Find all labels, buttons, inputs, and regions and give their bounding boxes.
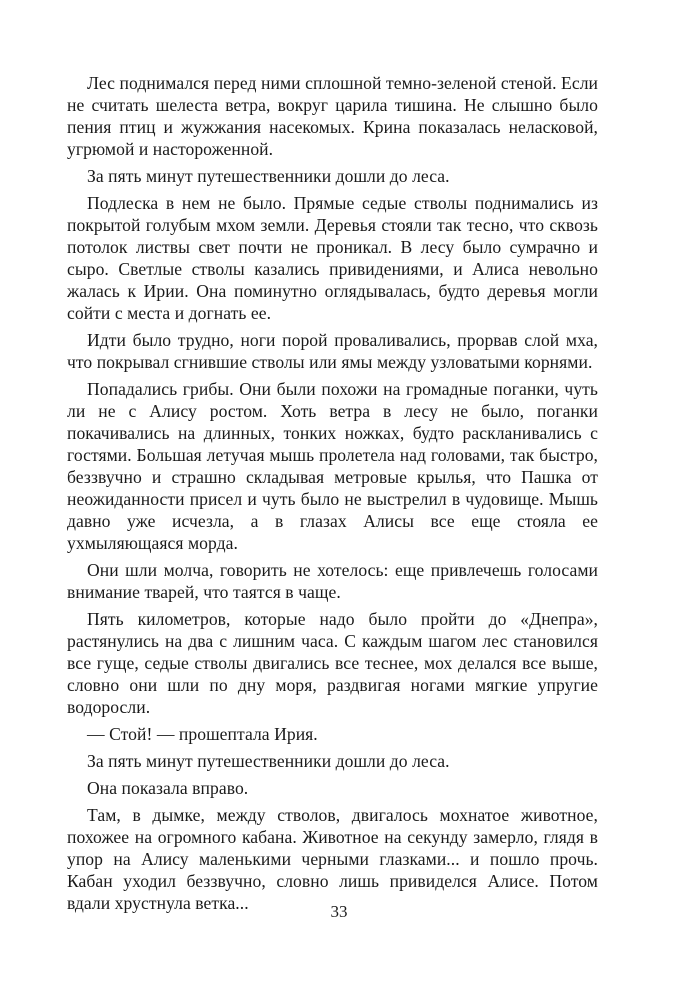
- paragraph-2: За пять минут путешественники дошли до леса.: [87, 166, 450, 186]
- paragraph-10: Она показала вправо.: [87, 778, 249, 798]
- paragraph-4: Идти было трудно, ноги порой проваливались, прорвав слой мха, что покрывал сгнившие стволы или ямы между узловатыми корнями.: [67, 330, 598, 372]
- paragraph-1: Лес поднимался перед ними сплошной темно-зеленой стеной. Если не считать шелеста ветра, вокруг царила тишина. Не слышно было пения птиц и жужжания насекомых. Крина показалась неласковой, угрюмой и настороженной.: [67, 73, 598, 159]
- body-text: [67, 72, 598, 919]
- page-number: 33: [330, 902, 348, 921]
- paragraph-8: — Стой! — прошептала Ирия.: [87, 724, 318, 744]
- paragraph-9: За пять минут путешественники дошли до леса.: [87, 751, 450, 771]
- paragraph-6: Они шли молча, говорить не хотелось: еще привлечешь голосами внимание тварей, что таятся в чаще.: [67, 560, 598, 602]
- paragraph-11: Там, в дымке, между стволов, двигалось мохнатое животное, похожее на огромного кабана. Животное на секунду замерло, глядя в упор на Алису маленькими черными глазками... и пошло прочь. Кабан уходил беззвучно, словно лишь привиделся Алисе. Потом вдали хрустнула ветка...: [67, 805, 598, 913]
- paragraph-5: Попадались грибы. Они были похожи на громадные поганки, чуть ли не с Алису ростом. Хоть ветра в лесу не было, поганки покачивались на длинных, тонких ножках, будто раскланивались с гостями. Большая летучая мышь пролетела над головами, так быстро, беззвучно и страшно складывая метровые крылья, что Пашка от неожиданности присел и чуть было не выстрелил в чудовище. Мышь давно уже исчезла, а в глазах Алисы все еще стояла ее ухмыляющаяся морда.: [67, 379, 598, 553]
- paragraph-3: Подлеска в нем не было. Прямые седые стволы поднимались из покрытой голубым мхом земли. Деревья стояли так тесно, что сквозь потолок листвы свет почти не проникал. В лесу было сумрачно и сыро. Светлые стволы казались привидениями, и Алиса невольно жалась к Ирии. Она поминутно оглядывалась, будто деревья могли сойти с места и догнать ее.: [67, 193, 598, 323]
- paragraph-7: Пять километров, которые надо было пройти до «Днепра», растянулись на два с лишним часа. С каждым шагом лес становился все гуще, седые стволы двигались все теснее, мох делался все выше, словно они шли по дну моря, раздвигая ногами мягкие упругие водоросли.: [67, 609, 598, 717]
